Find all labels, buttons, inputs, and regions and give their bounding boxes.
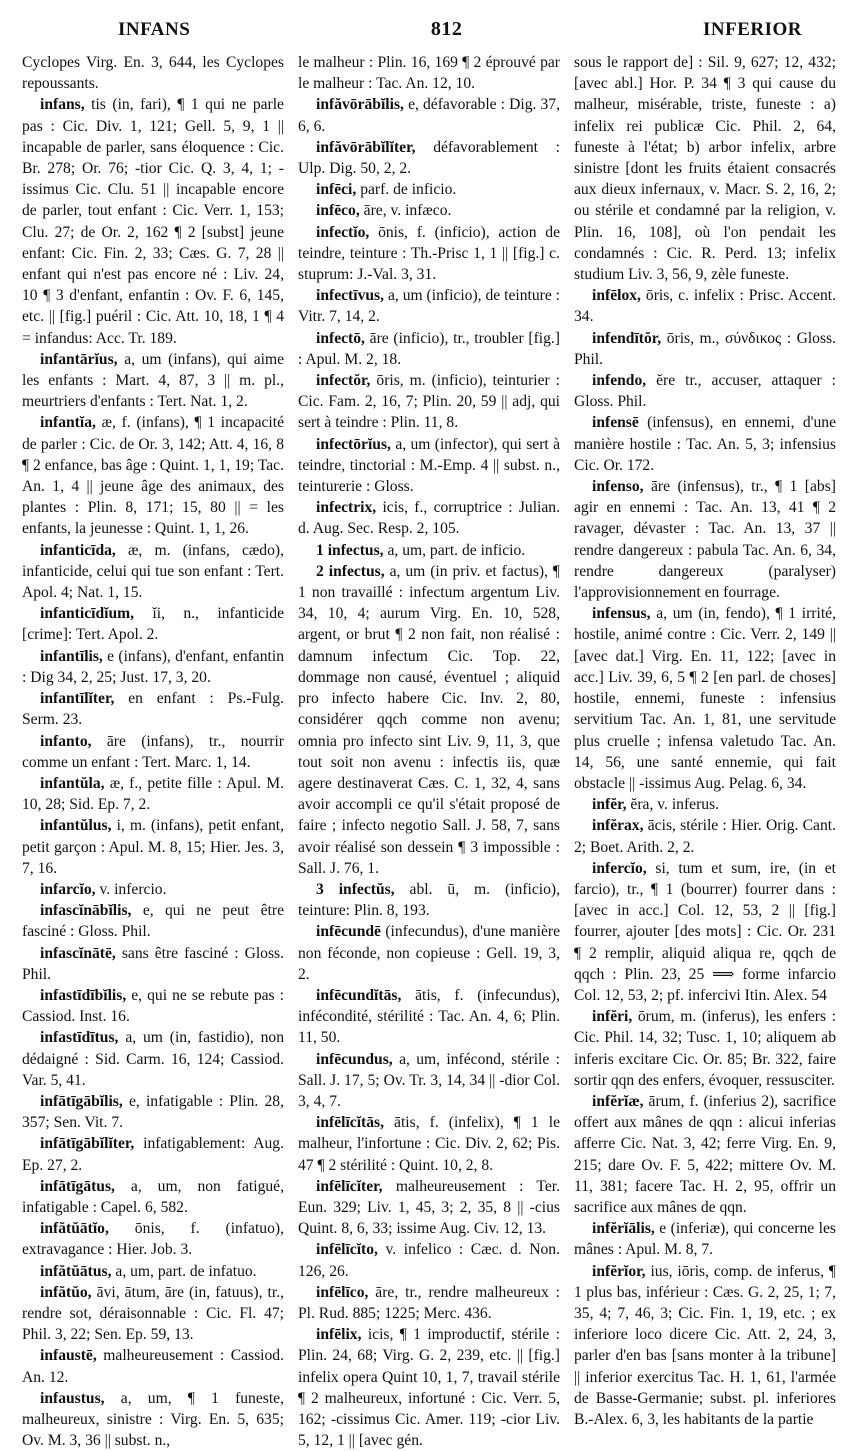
dictionary-entry — [22, 603, 284, 645]
entry-headword: 2 infectus, — [316, 562, 385, 580]
entry-headword: infaustē, — [40, 1347, 97, 1365]
entry-headword: 3 infectŭs, — [316, 880, 395, 898]
entry-headword: infăvōrābĭlis, — [316, 96, 404, 114]
entry-headword: infantŭla, — [40, 774, 105, 792]
entry-definition: parf. de inficio. — [360, 181, 457, 199]
entry-headword: infātīgābĭlis, — [40, 1092, 123, 1110]
entry-definition: défavorablement : Ulp. Dig. 50, 2, 2. — [298, 138, 560, 178]
entry-definition: infatigablement: Aug. Ep. 27, 2. — [22, 1135, 284, 1174]
entry-definition: a, um (inficio), de teinture : Vitr. 7, 14, 2. — [298, 287, 561, 326]
dictionary-entry — [22, 815, 284, 879]
entry-headword: infendītŏr, — [592, 329, 662, 347]
entry-headword: infēcundĭtās, — [316, 986, 402, 1004]
entry-definition: en enfant : Ps.-Fulg. Serm. 23. — [22, 690, 284, 729]
entry-headword: infascĭnātē, — [40, 944, 116, 962]
entry-headword: infans, — [40, 96, 85, 114]
entry-definition: malheureusement : Cassiod. An. 12. — [22, 1347, 284, 1386]
entry-definition: āre, v. infæco. — [363, 202, 452, 220]
dictionary-entry — [22, 349, 284, 413]
entry-headword: infātīgābĭlĭter, — [40, 1135, 135, 1153]
dictionary-entry — [574, 476, 836, 603]
entry-headword: infantīlĭter, — [40, 690, 115, 708]
dictionary-entry — [22, 773, 284, 815]
entry-headword: infantĭa, — [40, 414, 96, 432]
entry-headword: infēcundē — [316, 923, 381, 941]
entry-headword: infectō, — [316, 329, 365, 347]
page-number: 812 — [430, 18, 463, 40]
entry-definition: ius, iōris, comp. de inferus, ¶ 1 plus bas, inférieur : Cæs. G. 2, 25, 1; 7, 35, 4; 7, 46, 3; Cic. Fin. 1, 19, etc. ; ex inferiore loco dicere Cic. Att. 2, 24, 3, parler d'en bas [sans monter à la tribune] || inferior exercitus Tac. H. 1, 61, l'armée de Basse-Germanie; subst. pl. inferiores B.-Alex. 6, 3, les habitants de la partie — [574, 1262, 836, 1428]
entry-definition: icis, f., corruptrice : Julian. d. Aug. Sec. Resp. 2, 105. — [298, 499, 560, 538]
dictionary-entry — [298, 328, 560, 370]
dictionary-entry — [298, 434, 560, 498]
entry-headword: infercĭo, — [592, 859, 647, 877]
dictionary-entry — [574, 815, 836, 857]
dictionary-entry — [574, 1218, 836, 1260]
entry-definition: e, défavorable : Dig. 37, 6, 6. — [298, 96, 560, 135]
entry-headword: infensus, — [592, 605, 651, 623]
entry-headword: infanticīdĭum, — [40, 605, 135, 623]
dictionary-entry — [22, 540, 284, 604]
entry-headword: infaustus, — [40, 1389, 105, 1407]
dictionary-entry — [22, 1133, 284, 1175]
dictionary-entry — [298, 561, 560, 879]
dictionary-entry — [22, 412, 284, 539]
dictionary-entry — [298, 1324, 560, 1451]
entry-definition: e (inferiæ), qui concerne les mânes : Apul. M. 8, 7. — [574, 1220, 836, 1259]
entry-headword: infectōrĭus, — [316, 435, 391, 453]
entry-headword: infectŏr, — [316, 372, 371, 390]
dictionary-entry — [574, 1091, 836, 1218]
dictionary-entry — [574, 858, 836, 1006]
entry-definition: āre (inficio), tr., troubler [fig.] : Apul. M. 2, 18. — [298, 329, 560, 368]
entry-headword: infĕrax, — [592, 817, 644, 835]
dictionary-entry — [22, 1091, 284, 1133]
dictionary-entry — [298, 1176, 560, 1240]
entry-headword: infĕri, — [592, 1008, 633, 1026]
entry-headword: infendo, — [592, 372, 647, 390]
entry-headword: infanto, — [40, 732, 92, 750]
dictionary-entry — [22, 1388, 284, 1451]
dictionary-entry — [22, 1345, 284, 1387]
entry-headword: infascĭnābĭlis, — [40, 902, 132, 920]
entry-headword: infătŭo, — [40, 1283, 92, 1301]
dictionary-entry — [298, 879, 560, 921]
entry-definition: (infensus), en ennemi, d'une manière hostile : Tac. An. 5, 3; infensius Cic. Or. 172. — [574, 414, 836, 474]
entry-headword: infătŭātĭo, — [40, 1220, 109, 1238]
column-right — [574, 52, 836, 1428]
running-head-right: INFERIOR — [702, 19, 802, 40]
entry-definition: ātis, f. (infelix), ¶ 1 le malheur, l'infortune : Cic. Div. 2, 62; Pis. 47 ¶ 2 stérilité : Quint. 10, 2, 8. — [298, 1114, 560, 1174]
entry-definition: a, um (infector), qui sert à teindre, tinctorial : M.-Emp. 4 || subst. n., teinturerie : Gloss. — [298, 435, 561, 496]
entry-definition: sans être fasciné : Gloss. Phil. — [22, 944, 284, 983]
dictionary-entry — [298, 1112, 560, 1176]
entry-headword: infanticīda, — [40, 541, 116, 559]
entry-definition: ōrum, m. (inferus), les enfers : Cic. Phil. 14, 32; Tusc. 1, 10; aliquem ab inferis excitare Cic. Or. 85; Br. 322, faire sortir qqn des enfers, évoquer, ressusciter. — [574, 1008, 836, 1089]
entry-headword: infēci, — [316, 181, 357, 199]
text-columns — [22, 52, 836, 1450]
dictionary-entry — [22, 646, 284, 688]
dictionary-entry — [298, 179, 560, 200]
entry-headword: infensē — [592, 414, 639, 432]
entry-definition: a, um (in, fastidio), non dédaigné : Sid. Carm. 16, 124; Cassiod. Var. 5, 41. — [22, 1029, 284, 1089]
dictionary-entry — [22, 688, 284, 730]
entry-headword: infēlix, — [316, 1326, 362, 1344]
dictionary-entry — [298, 1049, 560, 1113]
entry-definition: ōnis, f. (infatuo), extravagance : Hier. Job. 3. — [22, 1220, 284, 1259]
entry-definition: āre (infensus), tr., ¶ 1 [abs] agir en ennemi : Tac. An. 13, 41 ¶ 2 ravager, dévaster : Tac. An. 13, 37 || rendre dangereux : pabula Tac. An. 6, 34, rendre dangereux (paralyser) l'approvisionnement en fourrage. — [574, 478, 836, 602]
entry-definition: ārum, f. (inferius 2), sacrifice offert aux mânes de qqn : alicui inferias afferre Cic. Nat. 3, 42; ferre Virg. En. 9, 215; dare Ov. F. 5, 422; mittere Ov. M. 11, 381; facere Tac. H. 2, 95, offrir un sacrifice aux mânes de qqn. — [574, 1092, 836, 1216]
dictionary-entry — [298, 200, 560, 221]
dictionary-entry — [574, 285, 836, 327]
dictionary-entry — [298, 52, 560, 94]
entry-definition: a, um, non fatigué, infatigable : Capel. 6, 582. — [22, 1177, 284, 1216]
entry-definition: malheureusement : Ter. Eun. 329; Liv. 1, 45, 3; 2, 35, 8 || -cius Quint. 8, 6, 33; issime Aug. Civ. 12, 13. — [298, 1177, 560, 1238]
entry-definition: si, tum et sum, ire, (in et farcio), tr., ¶ 1 (bourrer) fourrer dans : [avec in acc.] Col. 12, 53, 2 || [fig.] fourrer, ajouter [des mots] : Cic. Or. 231 ¶ 2 remplir, aliquid aliqua re, qqch de qqch : Plin. 23, 25 ⟹ forme infarcio Col. 12, 53, 2; pf. infercivi Itin. Alex. 54 — [574, 859, 836, 1004]
entry-definition: āre, tr., rendre malheureux : Pl. Rud. 885; 1225; Merc. 436. — [298, 1283, 560, 1322]
entry-headword: infantārĭus, — [40, 350, 118, 368]
entry-definition: i, m. (infans), petit enfant, petit garçon : Apul. M. 8, 15; Hier. Jes. 3, 7, 16. — [22, 817, 284, 877]
dictionary-entry — [574, 412, 836, 476]
dictionary-entry — [298, 285, 560, 327]
dictionary-entry — [574, 794, 836, 815]
dictionary-entry — [22, 900, 284, 942]
entry-definition: ātis, f. (infecundus), infécondité, stérilité : Tac. An. 4, 6; Plin. 11, 50. — [298, 986, 560, 1047]
entry-definition: ōris, m. (inficio), teinturier : Cic. Fam. 2, 16, 7; Plin. 20, 59 || adj, qui sert à teindre : Plin. 11, 8. — [298, 372, 560, 432]
dictionary-entry — [22, 731, 284, 773]
entry-headword: infēco, — [316, 202, 360, 220]
entry-headword: infătŭātus, — [40, 1262, 112, 1280]
entry-definition: ĭi, n., infanticide [crime]: Tert. Apol. 2. — [22, 605, 284, 644]
dictionary-entry — [22, 1027, 284, 1091]
entry-definition: e, qui ne se rebute pas : Cassiod. Inst. 16. — [22, 986, 284, 1026]
column-middle — [298, 52, 561, 1450]
dictionary-entry — [298, 94, 560, 136]
entry-definition: le malheur : Plin. 16, 169 ¶ 2 éprouvé par le malheur : Tac. An. 12, 10. — [298, 54, 560, 93]
page-header — [22, 18, 836, 52]
dictionary-entry — [22, 879, 284, 900]
entry-definition: a, um, part. de inficio. — [387, 541, 526, 559]
entry-headword: infĕrĭor, — [592, 1262, 646, 1280]
entry-headword: infēlīcĭter, — [316, 1177, 383, 1195]
entry-definition: ōnis, f. (inficio), action de teindre, teinture : Th.-Prisc 1, 1 || [fig.] c. stuprum: J.-Val. 3, 31. — [298, 223, 560, 284]
entry-definition: tis (in, fari), ¶ 1 qui ne parle pas : Cic. Div. 1, 121; Gell. 5, 9, 1 || incapable de parler, sans éloquence : Cic. Br. 278; Or. 76; -tior Cic. Q. 3, 4, 1; -issimus Cic. Clu. 51 || incapable encore de parler, tout enfant : Cic. Verr. 1, 153; Clu. 27; de Or. 2, 162 ¶ 2 [subst] jeune enfant: Cic. Fin. 2, 33; Cæs. G. 7, 28 || enfant qui n'est pas encore né : Liv. 24, 10 ¶ 3 d'enfant, enfantin : Ov. F. 6, 145, etc. || [fig.] puéril : Cic. Att. 10, 18, 1 ¶ 4 = infandus: Acc. Tr. 189. — [22, 96, 284, 347]
entry-headword: infectīvus, — [316, 287, 385, 305]
dictionary-entry — [22, 1282, 284, 1346]
entry-headword: infēlīcĭtās, — [316, 1114, 384, 1132]
entry-definition: a, um, part. de infatuo. — [115, 1262, 257, 1280]
entry-headword: infantīlis, — [40, 647, 103, 665]
entry-definition: sous le rapport de] : Sil. 9, 627; 12, 432; [avec abl.] Hor. P. 34 ¶ 3 qui cause du malheur, misérable, triste, funeste : a) infelix rei publicæ Cic. Phil. 2, 64, funeste à l'état; b) arbor infelix, arbre sinistre [dont les fruits étaient consacrés aux dieux infernaux, v. Macr. S. 2, 16, 2; ou stérile et condamné par la religion, v. Plin. 16, 108], où l'on pendait les condamnés : Cic. R. Perd. 13; infelix studium Liv. 3, 56, 9, zèle funeste. — [574, 54, 836, 284]
entry-definition: v. infercio. — [99, 880, 167, 898]
entry-headword: infăvōrābĭlĭter, — [316, 138, 416, 156]
entry-definition: æ, f., petite fille : Apul. M. 10, 28; Sid. Ep. 7, 2. — [22, 774, 284, 814]
entry-definition: ĕra, v. inferus. — [630, 796, 720, 814]
entry-headword: infectĭo, — [316, 223, 370, 241]
dictionary-entry — [22, 52, 284, 94]
dictionary-entry — [298, 370, 560, 434]
entry-definition: āvi, ātum, āre (in, fatuus), tr., rendre sot, déraisonnable : Cic. Fl. 47; Phil. 3, 22; Sen. Ep. 59, 13. — [22, 1283, 285, 1344]
entry-definition: ōris, c. infelix : Prisc. Accent. 34. — [574, 287, 836, 326]
running-head-left: INFANS — [118, 19, 191, 40]
entry-definition: abl. ū, m. (inficio), teinture: Plin. 8, 193. — [298, 880, 560, 920]
entry-headword: infastīdībĭlis, — [40, 986, 127, 1004]
entry-definition: ācis, stérile : Hier. Orig. Cant. 2; Boet. Arith. 2, 2. — [574, 817, 836, 856]
dictionary-entry — [298, 137, 560, 179]
dictionary-entry — [574, 52, 836, 285]
dictionary-entry — [22, 1176, 284, 1218]
entry-definition: a, um (infans), qui aime les enfants : Mart. 4, 87, 3 || m. pl., meurtriers d'enfants : Tert. Nat. 1, 2. — [22, 350, 285, 411]
dictionary-entry — [22, 943, 284, 985]
entry-definition: a, um, ¶ 1 funeste, malheureux, sinistre : Virg. En. 5, 635; Ov. M. 3, 36 || subst. n., — [22, 1389, 284, 1450]
entry-headword: infēlīcĭto, — [316, 1241, 378, 1259]
entry-headword: infarcĭo, — [40, 880, 96, 898]
entry-headword: infĕrĭæ, — [592, 1092, 644, 1110]
entry-headword: infectrix, — [316, 499, 377, 517]
dictionary-entry — [298, 985, 560, 1049]
dictionary-entry — [574, 328, 836, 370]
entry-definition: āre (infans), tr., nourrir comme un enfant : Tert. Marc. 1, 14. — [22, 732, 284, 771]
entry-headword: infēlox, — [592, 287, 641, 305]
dictionary-entry — [574, 1006, 836, 1091]
dictionary-entry — [298, 497, 560, 539]
dictionary-entry — [574, 603, 836, 794]
entry-definition: a, um, infécond, stérile : Sall. J. 17, 5; Ov. Tr. 3, 14, 34 || -dior Col. 3, 4, 7. — [298, 1050, 560, 1110]
entry-definition: Cyclopes Virg. En. 3, 644, les Cyclopes repoussants. — [22, 54, 284, 93]
entry-headword: infĕrĭālis, — [592, 1220, 655, 1238]
entry-definition: icis, ¶ 1 improductif, stérile : Plin. 24, 68; Virg. G. 2, 239, etc. || [fig.] infelix opera Quint 10, 1, 7, travail stérile ¶ 2 malheureux, infortuné : Cic. Verr. 5, 162; -cissimus Cic. Amer. 119; -cior Liv. 5, 12, 1 || [avec gén. — [298, 1326, 560, 1450]
dictionary-entry — [574, 370, 836, 412]
entry-definition: a, um (in, fendo), ¶ 1 irrité, hostile, animé contre : Cic. Verr. 2, 149 || [avec dat.] Virg. En. 11, 122; [avec in acc.] Liv. 39, 6, 5 ¶ 2 [en parl. de choses] hostile, ennemi, funeste : infensius servitium Tac. An. 1, 81, une servitude plus cruelle ; infensa valetudo Tac. An. 14, 56, une santé ennemie, qui fait obstacle || -issimus Aug. Pelag. 6, 34. — [574, 605, 836, 792]
dictionary-entry — [298, 1282, 560, 1324]
entry-definition: e, qui ne peut être fasciné : Gloss. Phil. — [22, 902, 284, 941]
dictionary-entry — [22, 94, 284, 348]
entry-definition: e (infans), d'enfant, enfantin : Dig 34, 2, 25; Just. 17, 3, 20. — [22, 647, 284, 686]
entry-definition: e, infatigable : Plin. 28, 357; Sen. Vit. 7. — [22, 1092, 285, 1132]
dictionary-entry — [298, 1239, 560, 1281]
entry-headword: infēcundus, — [316, 1050, 393, 1068]
entry-headword: infantŭlus, — [40, 817, 112, 835]
dictionary-entry — [574, 1261, 836, 1431]
entry-definition: a, um (in priv. et factus), ¶ 1 non travaillé : infectum argentum Liv. 34, 10, 4; aurum Virg. En. 10, 528, argent, or brut ¶ 2 non fait, non réalisé : damnum infectum Cic. Top. 22, dommage non causé, éventuel ; aliquid pro infecto habere Cic. Inv. 2, 80, considérer qqch comme non avenu; omnia pro infecto sint Liv. 9, 11, 3, que tout soit non avenu : infectis iis, quæ agere destinaverat Cæs. C. 1, 32, 4, sans avoir accompli ce qu'il s'était proposé de faire ; infecto negotio Sall. J. 58, 7, sans avoir réalisé son dessein ¶ 3 impossible : Sall. J. 76, 1. — [298, 562, 560, 877]
column-left — [22, 52, 285, 1450]
dictionary-entry — [298, 921, 560, 985]
entry-definition: ōris, m., σύνδικος : Gloss. Phil. — [574, 329, 836, 368]
entry-headword: infastīdītus, — [40, 1029, 119, 1047]
entry-headword: infēlīco, — [316, 1283, 369, 1301]
dictionary-entry — [22, 1261, 284, 1282]
dictionary-entry — [298, 222, 560, 286]
dictionary-entry — [298, 540, 560, 561]
entry-headword: infātīgātus, — [40, 1177, 115, 1195]
dictionary-entry — [22, 1218, 284, 1260]
entry-definition: æ, f. (infans), ¶ 1 incapacité de parler : Cic. de Or. 3, 142; Att. 4, 16, 8 ¶ 2 enfance, bas âge : Quint. 1, 1, 19; Tac. An. 1, 4 || jeune âge des animaux, des plantes : Plin. 8, 171; 15, 80 || = les enfants, la jeunesse : Quint. 1, 1, 26. — [22, 414, 284, 538]
entry-definition: v. infelico : Cæc. d. Non. 126, 26. — [298, 1241, 560, 1280]
entry-headword: 1 infectus, — [316, 541, 384, 559]
entry-headword: infĕr, — [592, 796, 627, 814]
entry-definition: ĕre tr., accuser, attaquer : Gloss. Phil. — [574, 372, 836, 411]
entry-definition: æ, m. (infans, cædo), infanticide, celui qui tue son enfant : Tert. Apol. 4; Nat. 1, 15. — [22, 541, 284, 602]
dictionary-entry — [22, 985, 284, 1027]
entry-definition: (infecundus), d'une manière non féconde, non copieuse : Gell. 19, 3, 2. — [298, 923, 560, 983]
entry-headword: infenso, — [592, 478, 644, 496]
